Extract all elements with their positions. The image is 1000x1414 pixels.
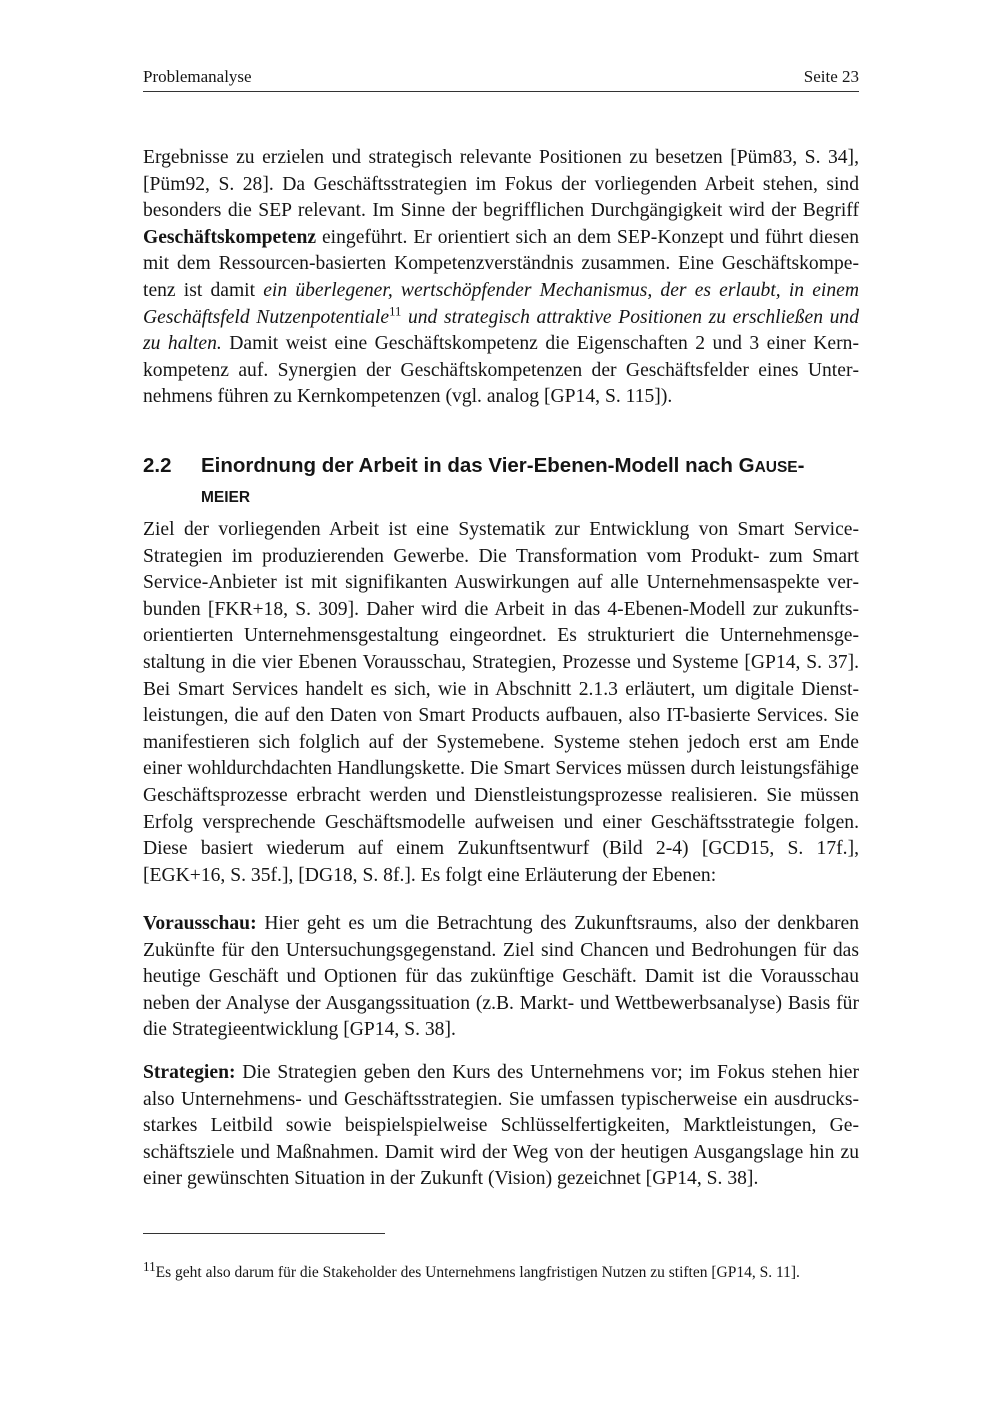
paragraph-introduction bbox=[143, 517, 859, 889]
paragraph-text: Hier geht es um die Betrachtung des Zukunftsraums, also der denkbaren Zukünfte für den Untersuchungsgegenstand. Ziel sind Chancen und Bedrohungen für das heutige Geschäft und Optionen für das zukünftige Geschäft. Damit ist die Vorausschau neben der Analyse der Ausgangssituation (z.B. Markt- und Wettbewerbsanalyse) Basis für die Strategieentwicklung [GP14, S. 38]. bbox=[143, 913, 859, 1041]
paragraph-text: eingeführt. Er orientiert sich an dem SEP-Konzept und führt diesen mit dem Ressourcen-basierten Kompetenzverständnis zusammen. Eine Geschäftskompetenz ist damit bbox=[143, 226, 859, 301]
paragraph-business-competence bbox=[143, 145, 859, 411]
italic-definition: ein überlegener, wertschöpfender Mechanismus, der es erlaubt, in einem Geschäftsfeld Nutzenpotentiale bbox=[143, 279, 859, 328]
bold-term: Vorausschau: bbox=[143, 913, 257, 934]
chapter-title: Problemanalyse bbox=[143, 67, 252, 86]
section-title-text: Einordnung der Arbeit in das Vier-Ebenen-Modell nach bbox=[201, 454, 739, 477]
section-number: 2.2 bbox=[143, 454, 172, 477]
author-name-smallcaps: AUSE bbox=[754, 459, 798, 476]
footnote-reference[interactable]: 11 bbox=[389, 304, 402, 319]
author-name-initial: G bbox=[738, 454, 755, 477]
paragraph-text: Ziel der vorliegenden Arbeit ist eine Systematik zur Entwicklung von Smart Service-Strategien im produzierenden Gewerbe. Die Transformation vom Produkt- zum Smart Service-Anbieter ist mit signifikanten Auswirkungen auf alle Unternehmensaspekte verbunden [FKR+18, S. 309]. Daher wird die Arbeit in das 4-Ebenen-Modell zur zukunftsorientierten Unternehmensgestaltung eingeordnet. Es strukturiert die Unternehmensgestaltung in die vier Ebenen Vorausschau, Strategien, Prozesse und Systeme [GP14, S. 37]. Bei Smart Services handelt es sich, wie in Abschnitt 2.1.3 erläutert, um digitale Dienstleistungen, die auf den Daten von Smart Products aufbauen, also IT-basierte Services. Sie manifestieren sich folglich auf der Systemebene. Systeme stehen jedoch erst am Ende einer wohldurchdachten Handlungskette. Die Smart Services müssen durch leistungsfähige Geschäftsprozesse erbracht werden und Dienstleistungsprozesse realisieren. Sie müssen Erfolg versprechende Geschäftsmodelle aufweisen und einer Geschäftsstrategie folgen. Diese basiert wiederum auf einem Zukunftsentwurf (Bild 2-4) [GCD15, S. 17f.], [EGK+16, S. 35f.], [DG18, S. 8f.]. Es folgt eine Erläuterung der Ebenen: bbox=[143, 519, 859, 886]
bold-term: Geschäftskompetenz bbox=[143, 226, 317, 248]
paragraph-strategien bbox=[143, 1060, 859, 1193]
author-name-smallcaps: MEIER bbox=[201, 489, 251, 506]
section-heading bbox=[143, 452, 863, 512]
bold-term: Strategien: bbox=[143, 1062, 236, 1083]
paragraph-text: Die Strategien geben den Kurs des Unternehmens vor; im Fokus stehen hier also Unternehmens- und Geschäftsstrategien. Sie umfassen typischerweise ein ausdrucksstarkes Leitbild sowie beispielspielweise Schlüsselfertigkeiten, Marktleistungen, Geschäftsziele und Maßnahmen. Damit wird der Weg von der heutigen Ausgangslage hin zu einer gewünschten Situation in der Zukunft (Vision) gezeichnet [GP14, S. 38]. bbox=[143, 1062, 859, 1190]
italic-definition: und strategisch attraktive Positionen zu erschließen und zu halten. bbox=[143, 306, 859, 355]
footnote-divider bbox=[143, 1233, 385, 1234]
footnote bbox=[143, 1258, 859, 1284]
paragraph-vorausschau bbox=[143, 911, 859, 1044]
section-title: Einordnung der Arbeit in das Vier-Ebenen-Modell nach GAUSE- MEIER bbox=[201, 454, 805, 506]
paragraph-text: Damit weist eine Geschäftskompetenz die Eigenschaften 2 und 3 einer Kernkompetenz auf. Synergien der Geschäftskompetenzen der Geschäftsfelder eines Unternehmens führen zu Kernkompetenzen (vgl. analog [GP14, S. 115]). bbox=[143, 333, 859, 408]
footnote-mark: 11 bbox=[143, 1258, 156, 1274]
page-number: Seite 23 bbox=[803, 67, 859, 86]
paragraph-text: Ergebnisse zu erzielen und strategisch relevante Positionen zu besetzen [Püm83, S. 34], [Püm92, S. 28]. Da Geschäftsstrategien im Fokus der vorliegenden Arbeit stehen, sind besonders die SEP relevant. Im Sinne der begrifflichen Durchgängigkeit wird der Begriff bbox=[143, 147, 859, 222]
running-header bbox=[143, 66, 859, 92]
footnote-text: Es geht also darum für die Stakeholder des Unternehmens langfristigen Nutzen zu stiften [GP14, S. 11]. bbox=[155, 1264, 800, 1281]
